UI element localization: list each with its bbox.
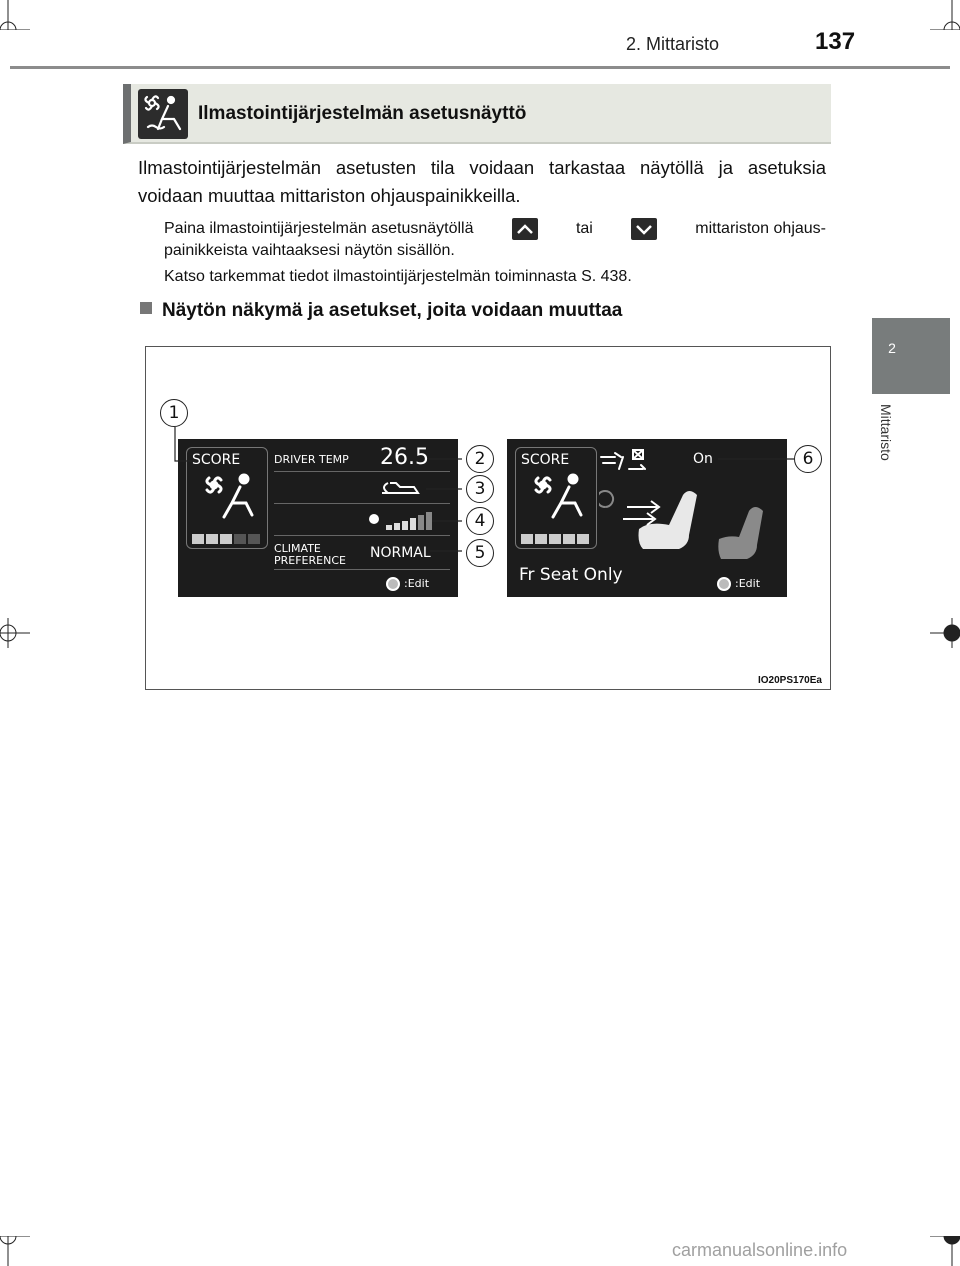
callout-4: 4 bbox=[466, 507, 494, 535]
intro-paragraph: Ilmastointijärjestelmän asetusten tila voidaan tarkastaa näytöllä ja asetuksia voidaan muuttaa mittariston ohjauspainikkeilla. bbox=[138, 157, 826, 206]
callout-6: 6 bbox=[794, 445, 822, 473]
step1-text-c: painikkeista vaihtaaksesi näytön sisällön. bbox=[164, 242, 455, 259]
square-bullet-icon bbox=[140, 302, 152, 314]
callout-1: 1 bbox=[160, 399, 188, 427]
subheading-text: Näytön näkymä ja asetukset, joita voidaan muuttaa bbox=[162, 300, 623, 321]
up-button-icon bbox=[512, 218, 538, 240]
crop-mark bbox=[930, 618, 960, 648]
climate-preference-line1: CLIMATE bbox=[274, 542, 321, 555]
step1-text-a: Paina ilmastointijärjestelmän asetusnäytöllä bbox=[164, 220, 474, 237]
callout-5: 5 bbox=[466, 539, 494, 567]
edit-label: :Edit bbox=[735, 577, 761, 590]
driver-temp-value: 26.5 bbox=[380, 445, 429, 470]
crop-mark bbox=[930, 1236, 960, 1266]
callout-3: 3 bbox=[466, 475, 494, 503]
crop-mark bbox=[0, 1236, 30, 1266]
seat-mode-label: Fr Seat Only bbox=[519, 565, 623, 585]
chapter-title: Mittaristo bbox=[878, 404, 894, 461]
section-title: Ilmastointijärjestelmän asetusnäyttö bbox=[198, 103, 527, 124]
edit-label: :Edit bbox=[404, 577, 430, 590]
watermark: carmanualsonline.info bbox=[672, 1240, 848, 1260]
running-header-section: 2. Mittaristo bbox=[626, 34, 720, 54]
step-instruction bbox=[164, 218, 826, 262]
page-number: 137 bbox=[815, 28, 856, 55]
chapter-tab bbox=[872, 318, 950, 394]
step1-text-b: mittariston ohjaus- bbox=[695, 220, 826, 237]
chapter-title-vertical bbox=[870, 404, 910, 494]
chapter-number: 2 bbox=[888, 340, 896, 356]
crop-mark bbox=[930, 0, 960, 30]
down-button-icon bbox=[631, 218, 657, 240]
header-rule bbox=[10, 66, 950, 69]
climate-preference-value: NORMAL bbox=[370, 545, 431, 561]
figure-code: IO20PS170Ea bbox=[758, 675, 822, 686]
crop-mark bbox=[0, 618, 30, 648]
callout-2: 2 bbox=[466, 445, 494, 473]
driver-temp-label: DRIVER TEMP bbox=[274, 453, 349, 466]
score-label: SCORE bbox=[192, 452, 241, 468]
climate-settings-icon bbox=[138, 89, 188, 139]
climate-preference-line2: PREFERENCE bbox=[274, 554, 346, 567]
subheading bbox=[140, 300, 622, 322]
s-flow-status: On bbox=[693, 451, 713, 467]
step1-text-tai: tai bbox=[575, 220, 593, 237]
display-figure bbox=[145, 346, 831, 690]
crop-mark bbox=[0, 0, 30, 30]
reference-note: Katso tarkemmat tiedot ilmastointijärjestelmän toiminnasta S. 438. bbox=[164, 268, 632, 285]
score-label: SCORE bbox=[521, 452, 570, 468]
